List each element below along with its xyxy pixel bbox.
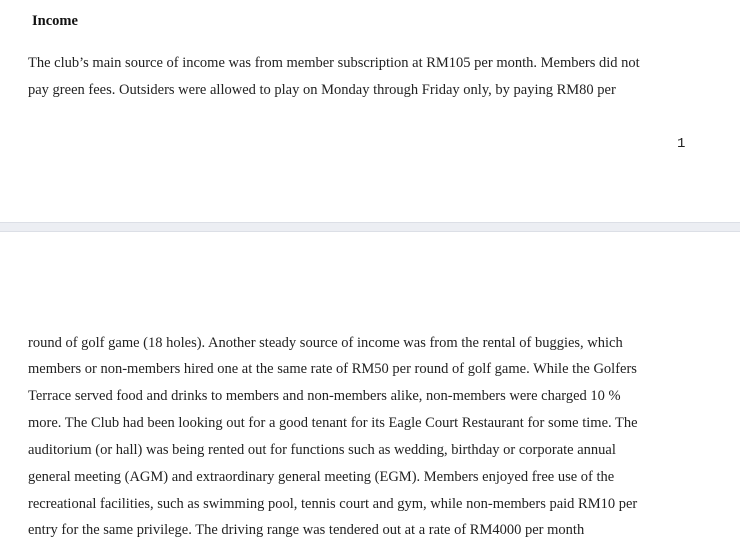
paragraph-line: auditorium (or hall) was being rented out for functions such as wedding, birthday or corporate annual [28, 442, 616, 458]
page-number: 1 [677, 136, 686, 152]
page-break-divider [0, 222, 740, 232]
paragraph-line: pay green fees. Outsiders were allowed to play on Monday through Friday only, by paying RM80 per [28, 82, 616, 98]
section-heading: Income [32, 13, 78, 29]
paragraph-line: recreational facilities, such as swimming pool, tennis court and gym, while non-members paid RM10 per [28, 496, 638, 512]
paragraph-line: Terrace served food and drinks to members and non-members alike, non-members were charged 10 % [28, 388, 621, 404]
paragraph-line: The club’s main source of income was from member subscription at RM105 per month. Members did not [28, 55, 640, 71]
document-page-1 [0, 0, 740, 222]
paragraph-line: round of golf game (18 holes). Another steady source of income was from the rental of buggies, which [28, 335, 623, 351]
paragraph-line: general meeting (AGM) and extraordinary general meeting (EGM). Members enjoyed free use of the [28, 469, 615, 485]
paragraph-line: more. The Club had been looking out for a good tenant for its Eagle Court Restaurant for some time. The [28, 415, 638, 431]
paragraph-line: entry for the same privilege. The driving range was tendered out at a rate of RM4000 per month [28, 522, 585, 538]
document-page-2 [0, 232, 740, 559]
paragraph-line: members or non-members hired one at the same rate of RM50 per round of golf game. While the Golfers [28, 361, 637, 377]
